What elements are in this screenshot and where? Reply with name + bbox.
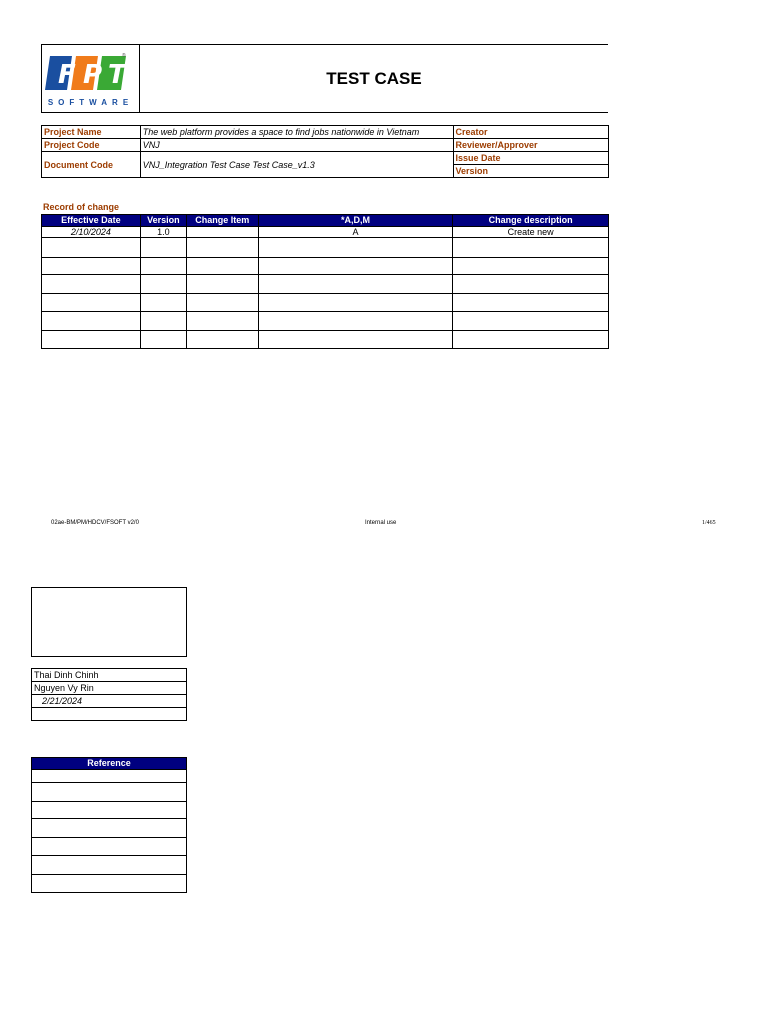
project-code-value: VNJ — [140, 139, 453, 152]
project-code-label: Project Code — [42, 139, 141, 152]
logo-letters: F — [58, 60, 76, 90]
cell-adm: A — [258, 227, 453, 238]
creator-value: Thai Dinh Chinh — [32, 669, 187, 682]
table-row — [32, 802, 187, 819]
project-name-value: The web platform provides a space to find jobs nationwide in Vietnam — [140, 126, 453, 139]
col-change-description: Change description — [453, 215, 609, 227]
form-code: 02ae-BM/PM/HDCV/FSOFT v2/0 — [51, 520, 139, 526]
table-row — [32, 783, 187, 802]
record-of-change-title: Record of change — [43, 202, 120, 212]
col-effective-date: Effective Date — [42, 215, 141, 227]
version-value — [32, 708, 187, 721]
creator-label: Creator — [453, 126, 608, 139]
logo-wordmark: SOFTWARE — [47, 98, 134, 107]
table-row — [42, 294, 609, 312]
table-row — [32, 856, 187, 875]
svg-text:T: T — [108, 60, 126, 90]
table-row — [42, 275, 609, 294]
project-info-table — [41, 125, 609, 178]
registered-icon: ® — [122, 53, 126, 59]
issue-date-value: 2/21/2024 — [32, 695, 187, 708]
table-row — [42, 238, 609, 258]
fpt-software-logo — [41, 44, 140, 113]
page-number: 1/465 — [702, 520, 716, 526]
reviewer-value: Nguyen Vy Rin — [32, 682, 187, 695]
table-row — [42, 331, 609, 349]
cell-change-item — [186, 227, 258, 238]
page-title: TEST CASE — [326, 68, 422, 88]
col-adm: *A,D,M — [258, 215, 453, 227]
table-row — [32, 819, 187, 838]
table-row — [42, 227, 609, 238]
reviewer-label: Reviewer/Approver — [453, 139, 608, 152]
reference-table — [31, 757, 187, 893]
issue-date-label: Issue Date — [453, 152, 608, 165]
classification-label: Internal use — [365, 520, 397, 526]
table-row — [32, 875, 187, 893]
table-row — [42, 258, 609, 275]
people-table — [31, 668, 187, 721]
cell-effective-date: 2/10/2024 — [42, 227, 141, 238]
version-label: Version — [453, 165, 608, 178]
reference-header: Reference — [32, 758, 187, 770]
blank-box — [31, 587, 187, 657]
col-change-item: Change Item — [186, 215, 258, 227]
cell-version: 1.0 — [140, 227, 186, 238]
table-row — [32, 770, 187, 783]
cell-change-description: Create new — [453, 227, 609, 238]
table-row — [42, 312, 609, 331]
document-code-value: VNJ_Integration Test Case Test Case_v1.3 — [140, 152, 453, 178]
svg-text:P: P — [83, 60, 103, 90]
project-name-label: Project Name — [42, 126, 141, 139]
col-version: Version — [140, 215, 186, 227]
document-code-label: Document Code — [42, 152, 141, 178]
table-row — [32, 838, 187, 856]
record-of-change-table — [41, 214, 609, 349]
